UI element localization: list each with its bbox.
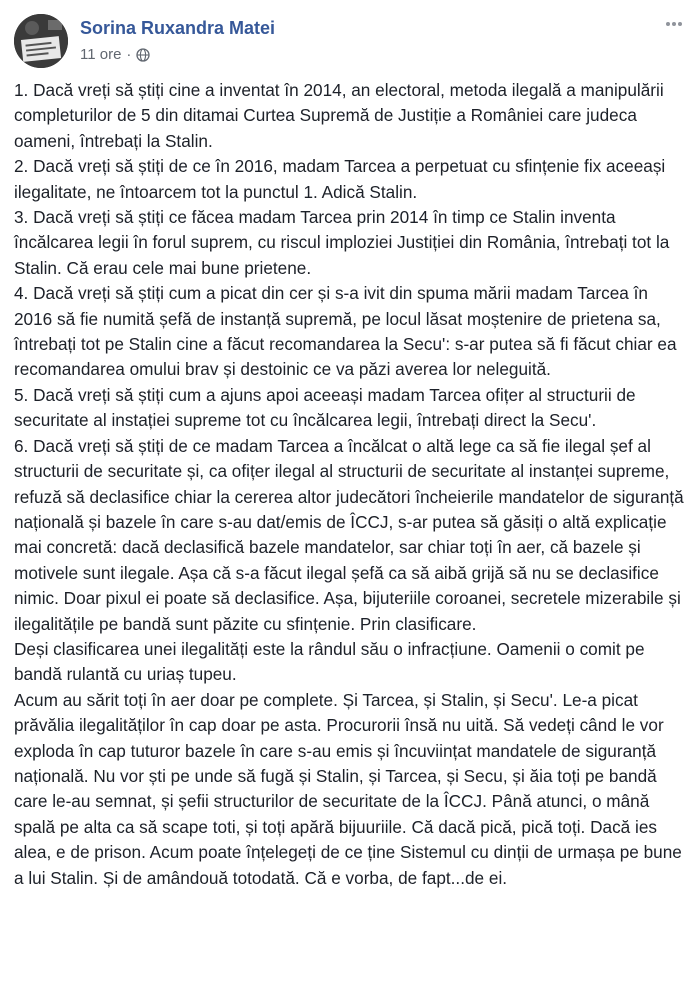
post-header xyxy=(14,10,686,66)
post-paragraph: 1. Dacă vreți să știți cine a inventat în 2014, an electoral, metoda ilegală a manipulării completurilor de 5 din ditamai Curtea Supremă de Justiție a României care judeca oameni, întrebați la Stalin. xyxy=(14,80,664,151)
globe-icon[interactable] xyxy=(136,48,150,62)
post-paragraph: 6. Dacă vreți să știți de ce madam Tarcea a încălcat o altă lege ca să fie ilegal șef al structurii de securitate și, ca ofițer ilegal al structurii de securitate al instanței supreme, refuză să declasifice chiar la cererea altor judecători încheierile mandatelor de siguranță națională și bazele în care s-au dat/emis de ÎCCJ, s-ar putea să găsiți o altă explicație mai concretă: dacă declasifică bazele mandatelor, sar chiar toți în aer, că bazele și motivele sunt ilegale. Așa că s-a făcut ilegal șefă ca să aibă grijă să nu se declasifice nimic. Doar pixul ei poate să declasifice. Așa, bijuteriile coroanei, secretele mizerabile și ilegalitățile pe bandă sunt păzite cu sfințenie. Prin clasificare. xyxy=(14,435,684,634)
avatar[interactable] xyxy=(14,14,68,68)
avatar-image xyxy=(14,14,68,68)
post-body xyxy=(14,78,686,891)
post-paragraph: 2. Dacă vreți să știți de ce în 2016, madam Tarcea a perpetuat cu sfințenie fix aceeași ilegalitate, ne întoarcem tot la punctul 1. Adică Stalin. xyxy=(14,156,666,202)
post-paragraph: 5. Dacă vreți să știți cum a ajuns apoi aceeași madam Tarcea ofițer al structurii de securitate al instației supreme tot cu încălcarea legii, întrebați direct la Secu'. xyxy=(14,384,636,431)
post-paragraph: 4. Dacă vreți să știți cum a picat din cer și s-a ivit din spuma mării madam Tarcea în 2016 să fie numită șefă de instanță supremă, pe locul lăsat moștenire de prietena sa, întrebați tot pe Stalin cine a făcut recomandarea la Secu': s-ar putea să fi făcut chiar ea recomandarea omului brav și destoinic ce va păzi averea lor neleguită. xyxy=(14,283,677,380)
post-paragraph: 3. Dacă vreți să știți ce făcea madam Tarcea prin 2014 în timp ce Stalin inventa încălcarea legii în forul suprem, cu riscul imploziei Justiției din România, întrebați tot la Stalin. Că erau cele mai bune prietene. xyxy=(14,207,670,278)
post-paragraph: Deși clasificarea unei ilegalități este la rândul său o infracțiune. Oamenii o comit pe bandă rulantă cu uriaș tupeu. xyxy=(14,638,645,685)
post-meta xyxy=(80,46,150,63)
post-timestamp[interactable]: 11 ore xyxy=(80,46,122,63)
author-name[interactable]: Sorina Ruxandra Matei xyxy=(80,18,276,38)
meta-separator: · xyxy=(126,46,132,63)
more-options-icon[interactable] xyxy=(664,14,684,34)
post-paragraph: Acum au sărit toți în aer doar pe complete. Și Tarcea, și Stalin, și Secu'. Le-a picat prăvălia ilegalităților în cap doar pe asta. Procurorii însă nu uită. Să vedeți când le vor exploda în cap tuturor bazele în care s-au emis și încuviințat mandatele de siguranță națională. Nu vor ști pe unde să fugă și Stalin, și Tarcea, și Secu, și ăia toți pe bandă care le-au semnat, și șefii structurilor de securitate de la ÎCCJ. Până atunci, o mână spală pe alta ca să scape toti, și toți apără bijuuriile. Că dacă pică, pică toți. Dacă ies alea, e de prison. Acum poate înțelegeți de ce ține Sistemul cu dinții de urmașa pe bune a lui Stalin. Și de amândouă totodată. Că e vorba, de fapt...de ei. xyxy=(14,689,682,888)
